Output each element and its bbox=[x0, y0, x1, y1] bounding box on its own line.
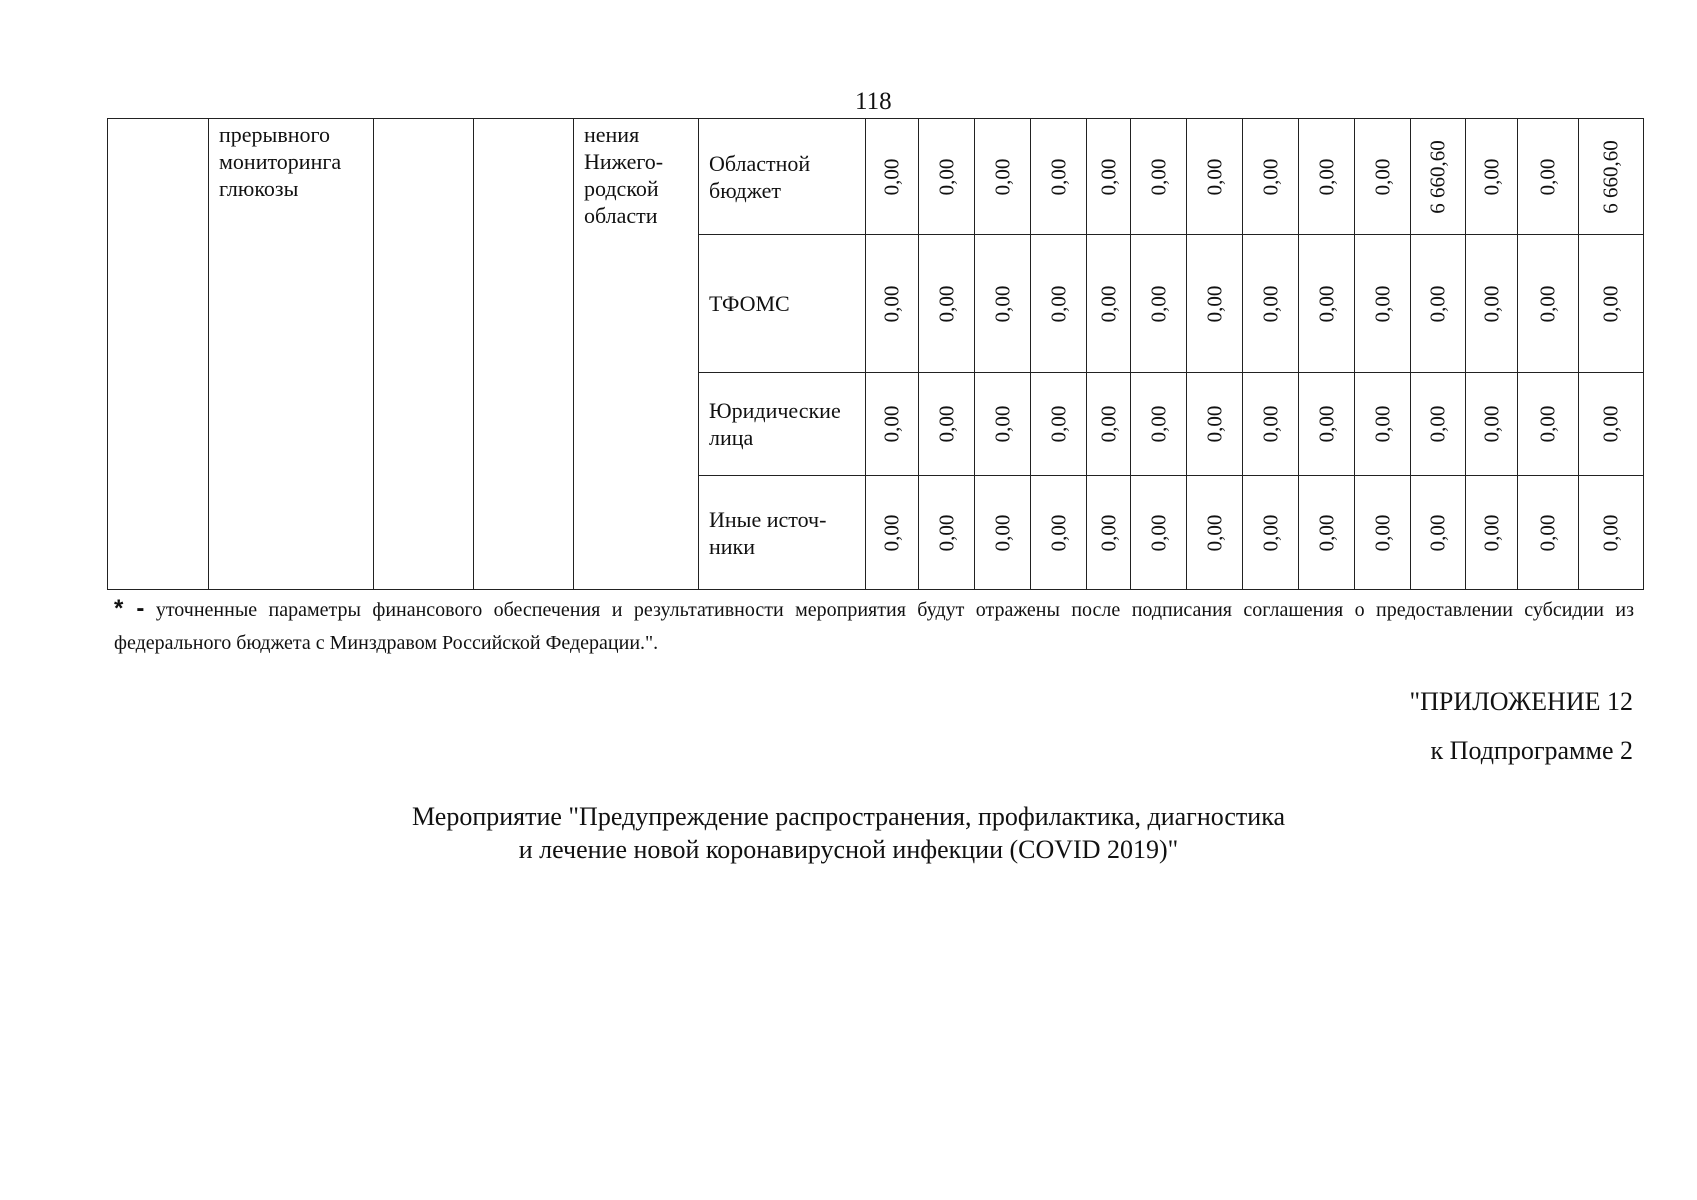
footnote-star: * - bbox=[114, 595, 145, 622]
value-text: 0,00 bbox=[879, 158, 904, 195]
value-text: 0,00 bbox=[1146, 514, 1170, 551]
value-text: 0,00 bbox=[1535, 158, 1560, 195]
value-cell bbox=[1131, 235, 1187, 373]
value-cell bbox=[1131, 119, 1187, 235]
value-text: 0,00 bbox=[990, 405, 1014, 443]
value-text: 0,00 bbox=[1535, 514, 1560, 551]
value-text: 0,00 bbox=[934, 514, 958, 551]
funding-source-line: Иные источ- bbox=[709, 506, 827, 532]
funding-source-line: Юридические bbox=[709, 398, 841, 423]
value-text: 0,00 bbox=[1535, 285, 1560, 322]
value-cell bbox=[1087, 476, 1131, 590]
value-cell bbox=[919, 235, 975, 373]
value-text: 0,00 bbox=[1598, 405, 1623, 443]
value-text: 0,00 bbox=[1146, 405, 1170, 443]
value-cell bbox=[919, 373, 975, 476]
value-text: 0,00 bbox=[1314, 158, 1338, 195]
value-text: 0,00 bbox=[1202, 285, 1226, 322]
value-text: 6 660,60 bbox=[1425, 139, 1450, 214]
value-cell bbox=[975, 119, 1031, 235]
value-cell bbox=[1579, 373, 1644, 476]
value-cell bbox=[1031, 373, 1087, 476]
value-text: 0,00 bbox=[1258, 514, 1282, 551]
value-text: 0,00 bbox=[1096, 514, 1120, 551]
funding-source-line: ники bbox=[709, 533, 756, 559]
value-cell bbox=[1243, 119, 1299, 235]
footnote-text: уточненные параметры финансового обеспечения и результативности мероприятия будут отражены после подписания соглашения о предоставлении субсидии из федерального бюджета с Минздравом Российской Федерации.". bbox=[114, 599, 1635, 654]
value-cell bbox=[1579, 235, 1644, 373]
value-cell bbox=[866, 119, 919, 235]
value-text: 0,00 bbox=[934, 285, 958, 322]
value-cell bbox=[975, 476, 1031, 590]
value-cell bbox=[1518, 119, 1579, 235]
cell-text-line: родской bbox=[584, 176, 659, 201]
value-cell bbox=[1411, 235, 1466, 373]
value-text: 0,00 bbox=[1598, 285, 1623, 322]
value-cell bbox=[975, 235, 1031, 373]
value-cell bbox=[1355, 119, 1411, 235]
table-cell-col4 bbox=[474, 119, 574, 590]
value-cell bbox=[919, 119, 975, 235]
funding-source-cell bbox=[699, 235, 866, 373]
value-text: 0,00 bbox=[1370, 514, 1394, 551]
event-title-line: Мероприятие "Предупреждение распространения, профилактика, диагностика bbox=[412, 802, 1285, 831]
value-cell bbox=[866, 235, 919, 373]
funding-source-line: Областной bbox=[709, 150, 811, 176]
value-cell bbox=[1299, 235, 1355, 373]
value-text: 0,00 bbox=[1202, 514, 1226, 551]
footnote bbox=[114, 592, 1634, 660]
value-cell bbox=[1355, 373, 1411, 476]
table-cell-col3 bbox=[374, 119, 474, 590]
value-cell bbox=[1187, 476, 1243, 590]
value-cell bbox=[1031, 235, 1087, 373]
value-cell bbox=[1131, 373, 1187, 476]
value-cell bbox=[1187, 235, 1243, 373]
value-text: 0,00 bbox=[1258, 158, 1282, 195]
event-title bbox=[0, 800, 1697, 866]
value-text: 0,00 bbox=[1046, 158, 1070, 195]
value-text: 0,00 bbox=[1598, 514, 1623, 551]
cell-text-line: глюкозы bbox=[219, 176, 299, 201]
page-number: 118 bbox=[855, 88, 892, 115]
value-text: 0,00 bbox=[1146, 285, 1170, 322]
value-text: 0,00 bbox=[1096, 285, 1120, 322]
funding-source-line: ТФОМС bbox=[709, 291, 790, 316]
value-text: 0,00 bbox=[1258, 405, 1282, 443]
value-text: 0,00 bbox=[990, 514, 1014, 551]
value-text: 0,00 bbox=[1314, 405, 1338, 443]
value-text: 0,00 bbox=[1479, 158, 1503, 195]
cell-text-line: мониторинга bbox=[219, 149, 342, 174]
value-cell bbox=[1087, 373, 1131, 476]
table-row bbox=[108, 119, 1644, 235]
table-cell-col1 bbox=[108, 119, 209, 590]
value-text: 0,00 bbox=[1096, 158, 1120, 195]
value-cell bbox=[1518, 235, 1579, 373]
value-text: 0,00 bbox=[934, 405, 958, 443]
value-text: 0,00 bbox=[990, 285, 1014, 322]
value-cell bbox=[1031, 476, 1087, 590]
table-cell-col2 bbox=[209, 119, 374, 590]
value-cell bbox=[1031, 119, 1087, 235]
value-cell bbox=[1411, 373, 1466, 476]
value-text: 0,00 bbox=[1258, 285, 1282, 322]
funding-source-cell bbox=[699, 119, 866, 235]
value-text: 0,00 bbox=[1479, 405, 1503, 443]
appendix-subtitle: к Подпрограмме 2 bbox=[1430, 736, 1633, 765]
value-cell bbox=[1355, 476, 1411, 590]
value-cell bbox=[866, 373, 919, 476]
value-cell bbox=[1299, 476, 1355, 590]
value-text: 0,00 bbox=[1370, 158, 1394, 195]
financing-table-body bbox=[108, 119, 1644, 590]
value-text: 0,00 bbox=[1202, 158, 1226, 195]
value-cell bbox=[1518, 476, 1579, 590]
value-text: 0,00 bbox=[879, 405, 904, 443]
value-text: 0,00 bbox=[934, 158, 958, 195]
value-cell bbox=[1243, 373, 1299, 476]
value-cell bbox=[1299, 373, 1355, 476]
value-cell bbox=[1243, 235, 1299, 373]
value-text: 0,00 bbox=[1046, 514, 1070, 551]
value-text: 0,00 bbox=[1370, 285, 1394, 322]
value-cell bbox=[975, 373, 1031, 476]
value-text: 0,00 bbox=[1425, 405, 1450, 443]
value-text: 0,00 bbox=[1146, 158, 1170, 195]
value-cell bbox=[1466, 235, 1518, 373]
value-cell bbox=[1187, 373, 1243, 476]
cell-text-line: прерывного bbox=[219, 122, 330, 147]
value-cell bbox=[1466, 119, 1518, 235]
value-cell bbox=[1243, 476, 1299, 590]
value-text: 0,00 bbox=[1096, 405, 1120, 443]
funding-source-line: лица bbox=[709, 425, 754, 450]
value-cell bbox=[1187, 119, 1243, 235]
value-text: 0,00 bbox=[1202, 405, 1226, 443]
value-text: 0,00 bbox=[1046, 285, 1070, 322]
funding-source-cell bbox=[699, 476, 866, 590]
financing-table bbox=[107, 118, 1644, 590]
value-cell bbox=[1411, 119, 1466, 235]
cell-text-line: области bbox=[584, 203, 658, 228]
value-cell bbox=[1087, 235, 1131, 373]
value-cell bbox=[1087, 119, 1131, 235]
value-cell bbox=[1518, 373, 1579, 476]
cell-text-line: нения bbox=[584, 122, 640, 147]
event-title-line: и лечение новой коронавирусной инфекции (COVID 2019)" bbox=[518, 835, 1179, 864]
appendix-title: "ПРИЛОЖЕНИЕ 12 bbox=[1409, 687, 1633, 716]
value-cell bbox=[1466, 476, 1518, 590]
cell-text-line: Нижего- bbox=[584, 149, 664, 174]
value-cell bbox=[1579, 119, 1644, 235]
value-cell bbox=[1579, 476, 1644, 590]
funding-source-line: бюджет bbox=[709, 177, 781, 203]
value-text: 0,00 bbox=[879, 514, 904, 551]
value-text: 0,00 bbox=[1479, 285, 1503, 322]
value-text: 0,00 bbox=[1370, 405, 1394, 443]
value-text: 0,00 bbox=[990, 158, 1014, 195]
value-text: 0,00 bbox=[1425, 514, 1450, 551]
value-text: 0,00 bbox=[1314, 285, 1338, 322]
value-cell bbox=[919, 476, 975, 590]
value-text: 6 660,60 bbox=[1598, 139, 1623, 214]
value-cell bbox=[1299, 119, 1355, 235]
value-text: 0,00 bbox=[1479, 514, 1503, 551]
value-cell bbox=[1411, 476, 1466, 590]
value-text: 0,00 bbox=[879, 285, 904, 322]
value-text: 0,00 bbox=[1425, 285, 1450, 322]
value-cell bbox=[1355, 235, 1411, 373]
value-cell bbox=[1131, 476, 1187, 590]
value-text: 0,00 bbox=[1046, 405, 1070, 443]
value-text: 0,00 bbox=[1314, 514, 1338, 551]
table-cell-col5 bbox=[574, 119, 699, 590]
value-cell bbox=[866, 476, 919, 590]
value-cell bbox=[1466, 373, 1518, 476]
value-text: 0,00 bbox=[1535, 405, 1560, 443]
funding-source-cell bbox=[699, 373, 866, 476]
